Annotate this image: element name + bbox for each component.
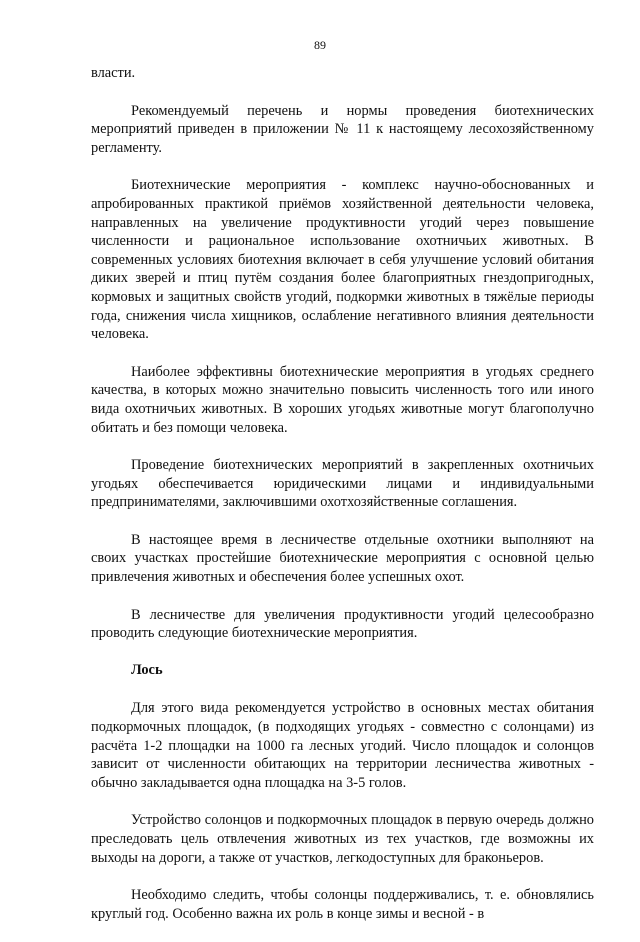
section-heading: Лось [131, 661, 163, 678]
paragraph-efficiency: Наиболее эффективны биотехнические мероприятия в угодьях среднего качества, в которых можно значительно повысить численность того или иного вида охотничьих животных. В хороших угодьях животные могут благополучно обитать и без помощи человека. [91, 363, 594, 436]
paragraph-salt-licks-maintenance: Необходимо следить, чтобы солонцы поддерживались, т. е. обновлялись круглый год. Особенно важна их роль в конце зимы и весной - в [91, 887, 594, 922]
paragraph-current-state: В настоящее время в лесничестве отдельные охотники выполняют на своих участках простейшие биотехнические мероприятия с основной целью привлечения животных и обеспечения более успешных охот. [91, 531, 594, 586]
paragraph-salt-licks-purpose: Устройство солонцов и подкормочных площадок в первую очередь должно преследовать цель отвлечения животных из тех участков, где возможны их выходы на дороги, а также от участков, легкодоступных для браконьеров. [91, 812, 594, 866]
page-content [91, 64, 594, 942]
page-number: 89 [314, 38, 326, 52]
paragraph-biotechnical-definition: Биотехнические мероприятия - комплекс научно-обоснованных и апробированных практикой приёмов хозяйственной деятельности человека, направленных на увеличение продуктивности угодий через повышение численности и рациональное использование охотничьих животных. В современных условиях биотехния включает в себя улучшение условий обитания диких зверей и птиц путём создания более благоприятных гнездопригодных, кормовых и защитных свойств угодий, подкормки животных в тяжёлые периоды года, снижения числа хищников, ослабление негативного влияния деятельности человека. [91, 177, 594, 343]
paragraph-recommended-measures: В лесничестве для увеличения продуктивности угодий целесообразно проводить следующие биотехнические мероприятия. [91, 606, 594, 642]
paragraph-recommended-list: Рекомендуемый перечень и нормы проведения биотехнических мероприятий приведен в приложении № 11 к настоящему лесохозяйственному регламенту. [91, 102, 594, 156]
paragraph-continuation: власти. [91, 65, 136, 81]
paragraph-feeding-grounds: Для этого вида рекомендуется устройство в основных местах обитания подкормочных площадок, (в подходящих угодьях - совместно с солонцами) из расчёта 1-2 площадки на 1000 га лесных угодий. Число площадок и солонцов зависит от численности обитающих на территории лесничества животных - обычно закладывается одна площадка на 3-5 голов. [91, 700, 594, 791]
paragraph-responsibility: Проведение биотехнических мероприятий в закрепленных охотничьих угодьях обеспечивается юридическими лицами и индивидуальными предпринимателями, заключившими охотхозяйственные соглашения. [91, 457, 594, 511]
